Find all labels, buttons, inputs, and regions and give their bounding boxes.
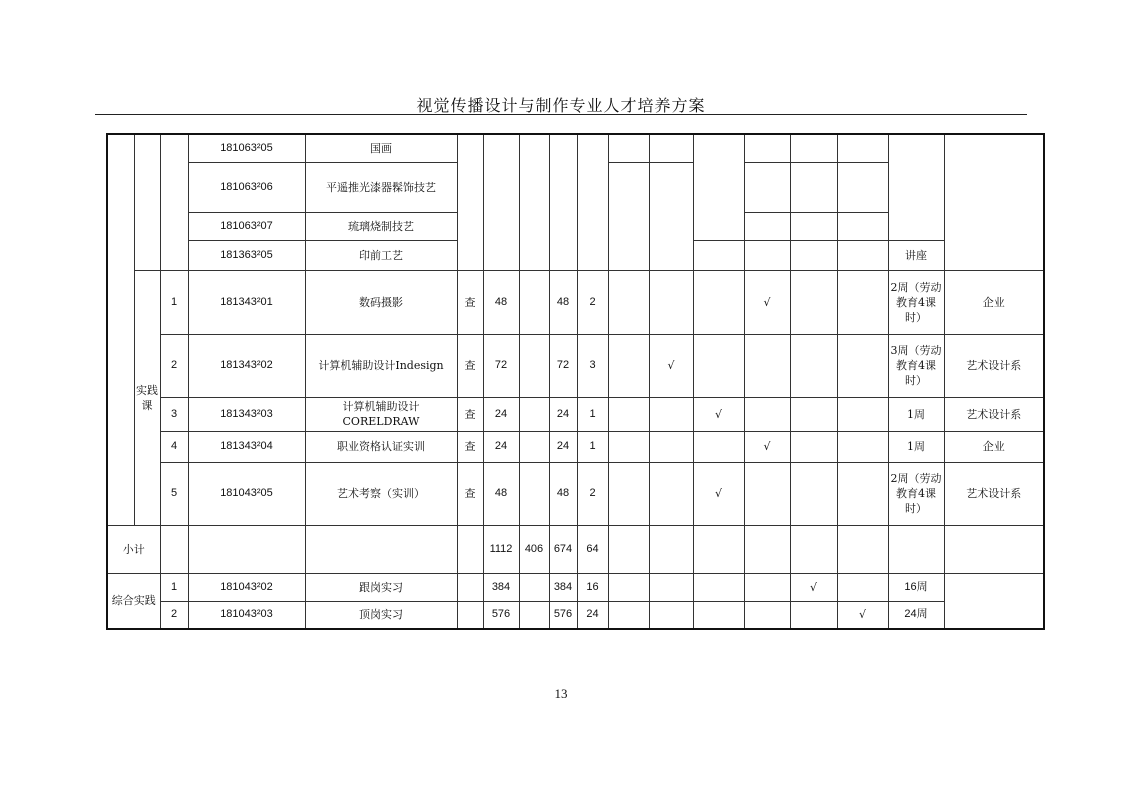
course-code: 181343²04 (188, 431, 305, 462)
department: 企业 (944, 431, 1044, 462)
assess-cell (457, 601, 483, 629)
sem-cell (693, 573, 744, 601)
theory-hours (519, 270, 549, 334)
sem-cell (693, 431, 744, 462)
course-note: 讲座 (888, 240, 944, 270)
credits: 3 (577, 334, 608, 397)
semester-check: √ (790, 573, 837, 601)
category-cell-empty (107, 134, 134, 525)
sem-cell (649, 270, 693, 334)
row-number: 1 (160, 573, 188, 601)
course-name: 计算机辅助设计CORELDRAW (305, 397, 457, 431)
sem-cell (649, 134, 693, 162)
course-name: 计算机辅助设计Indesign (305, 334, 457, 397)
course-code: 181343²01 (188, 270, 305, 334)
course-code: 181363²05 (188, 240, 305, 270)
theory-hours (519, 334, 549, 397)
sem-cell (693, 334, 744, 397)
total-hours: 24 (483, 431, 519, 462)
course-note: 24周 (888, 601, 944, 629)
sem-cell (837, 334, 888, 397)
sem-cell (790, 525, 837, 573)
course-name: 顶岗实习 (305, 601, 457, 629)
assessment-type: 查 (457, 334, 483, 397)
row-number: 2 (160, 601, 188, 629)
credits-empty (577, 134, 608, 270)
course-note: 2周（劳动教育4课时） (888, 270, 944, 334)
credits: 2 (577, 462, 608, 525)
table-row (107, 601, 1044, 629)
sem-cell (790, 601, 837, 629)
credits: 16 (577, 573, 608, 601)
practice-hours: 384 (549, 573, 577, 601)
sem-cell (837, 134, 888, 162)
sem-cell (790, 162, 837, 212)
sem-cell (790, 134, 837, 162)
sem-cell (608, 134, 649, 162)
row-number: 3 (160, 397, 188, 431)
sem-cell (744, 212, 790, 240)
total-hours: 576 (483, 601, 519, 629)
sem-cell (693, 240, 744, 270)
dept-cell-empty (944, 573, 1044, 629)
practice-hours: 24 (549, 431, 577, 462)
course-code: 181063²06 (188, 162, 305, 212)
empty-cell (188, 525, 305, 573)
course-code: 181063²07 (188, 212, 305, 240)
sem-cell (608, 462, 649, 525)
empty-cell (305, 525, 457, 573)
subtotal-label: 小计 (107, 525, 160, 573)
subtotal-credits: 64 (577, 525, 608, 573)
course-note: 1周 (888, 397, 944, 431)
subcategory-cell-empty (134, 134, 160, 270)
sem-cell (608, 162, 649, 270)
sem-cell (790, 431, 837, 462)
sem-cell (837, 240, 888, 270)
sem-cell (649, 462, 693, 525)
sem-cell (837, 212, 888, 240)
sem-cell (744, 601, 790, 629)
semester-check: √ (744, 431, 790, 462)
course-name: 印前工艺 (305, 240, 457, 270)
practice-hours: 48 (549, 270, 577, 334)
course-name: 职业资格认证实训 (305, 431, 457, 462)
course-note: 3周（劳动教育4课时） (888, 334, 944, 397)
sem-cell (744, 134, 790, 162)
dept-cell (944, 525, 1044, 573)
course-code: 181043²02 (188, 573, 305, 601)
course-note: 1周 (888, 431, 944, 462)
sem-cell (608, 334, 649, 397)
sem-cell (649, 573, 693, 601)
course-name: 数码摄影 (305, 270, 457, 334)
theory-hours (519, 397, 549, 431)
theory-hours (519, 573, 549, 601)
row-number: 4 (160, 431, 188, 462)
sem-cell (790, 240, 837, 270)
sem-cell (608, 601, 649, 629)
theory-hours (519, 601, 549, 629)
sem-cell (837, 397, 888, 431)
sem-cell (649, 525, 693, 573)
table-row (107, 270, 1044, 334)
semester-check: √ (693, 462, 744, 525)
semester-check: √ (693, 397, 744, 431)
sem-cell (744, 334, 790, 397)
sem-cell (744, 162, 790, 212)
sem-cell (744, 462, 790, 525)
course-name: 平遥推光漆器髹饰技艺 (305, 162, 457, 212)
sem-cell (837, 270, 888, 334)
total-hours-empty (483, 134, 519, 270)
course-code: 181343²02 (188, 334, 305, 397)
sem-cell (693, 270, 744, 334)
table-row (107, 134, 1044, 162)
comprehensive-category-label: 综合实践 (107, 573, 160, 629)
theory-hours-empty (519, 134, 549, 270)
course-code: 181063²05 (188, 134, 305, 162)
assessment-type: 查 (457, 397, 483, 431)
curriculum-table (106, 133, 1045, 630)
sem-cell (744, 573, 790, 601)
table-row (107, 573, 1044, 601)
sem-cell (790, 270, 837, 334)
credits: 24 (577, 601, 608, 629)
table-row (107, 397, 1044, 431)
semester-check: √ (837, 601, 888, 629)
course-name: 跟岗实习 (305, 573, 457, 601)
assess-cell-empty (457, 134, 483, 270)
sem-cell (693, 134, 744, 240)
assess-cell (457, 573, 483, 601)
sem-cell (649, 397, 693, 431)
department: 艺术设计系 (944, 462, 1044, 525)
subtotal-practice-hours: 674 (549, 525, 577, 573)
dept-cell-empty (944, 134, 1044, 270)
course-name: 琉璃烧制技艺 (305, 212, 457, 240)
subtotal-row (107, 525, 1044, 573)
semester-check: √ (744, 270, 790, 334)
sem-cell (744, 525, 790, 573)
subtotal-theory-hours: 406 (519, 525, 549, 573)
department: 艺术设计系 (944, 334, 1044, 397)
row-number: 1 (160, 270, 188, 334)
theory-hours (519, 462, 549, 525)
note-cell (888, 525, 944, 573)
course-code: 181343²03 (188, 397, 305, 431)
sem-cell (837, 573, 888, 601)
sem-cell (837, 462, 888, 525)
sem-cell (744, 240, 790, 270)
practice-hours-empty (549, 134, 577, 270)
assessment-type: 查 (457, 431, 483, 462)
note-cell-empty (888, 134, 944, 240)
department: 艺术设计系 (944, 397, 1044, 431)
sem-cell (790, 462, 837, 525)
empty-cell (160, 525, 188, 573)
header-rule (95, 114, 1027, 115)
assessment-type: 查 (457, 270, 483, 334)
sem-cell (790, 212, 837, 240)
department: 企业 (944, 270, 1044, 334)
sem-cell (608, 573, 649, 601)
course-name: 艺术考察（实训） (305, 462, 457, 525)
sem-cell (649, 431, 693, 462)
subtotal-total-hours: 1112 (483, 525, 519, 573)
credits: 2 (577, 270, 608, 334)
theory-hours (519, 431, 549, 462)
total-hours: 72 (483, 334, 519, 397)
row-number: 5 (160, 462, 188, 525)
index-cell-empty (160, 134, 188, 270)
sem-cell (837, 431, 888, 462)
assessment-type: 查 (457, 462, 483, 525)
sem-cell (649, 162, 693, 270)
course-code: 181043²05 (188, 462, 305, 525)
sem-cell (837, 162, 888, 212)
empty-cell (457, 525, 483, 573)
practice-hours: 24 (549, 397, 577, 431)
sem-cell (693, 525, 744, 573)
sem-cell (608, 397, 649, 431)
sem-cell (693, 601, 744, 629)
sem-cell (790, 334, 837, 397)
page-number: 13 (554, 686, 568, 701)
sem-cell (649, 601, 693, 629)
table-row (107, 431, 1044, 462)
practice-hours: 576 (549, 601, 577, 629)
credits: 1 (577, 397, 608, 431)
semester-check: √ (649, 334, 693, 397)
sem-cell (744, 397, 790, 431)
practice-category-label: 实践课 (134, 270, 160, 525)
total-hours: 384 (483, 573, 519, 601)
course-note: 16周 (888, 573, 944, 601)
practice-hours: 72 (549, 334, 577, 397)
course-code: 181043²03 (188, 601, 305, 629)
total-hours: 24 (483, 397, 519, 431)
sem-cell (608, 525, 649, 573)
page-header-title: 视觉传播设计与制作专业人才培养方案 (416, 96, 706, 115)
row-number: 2 (160, 334, 188, 397)
practice-hours: 48 (549, 462, 577, 525)
total-hours: 48 (483, 270, 519, 334)
table-row (107, 462, 1044, 525)
sem-cell (790, 397, 837, 431)
sem-cell (608, 431, 649, 462)
table-row (107, 334, 1044, 397)
sem-cell (837, 525, 888, 573)
credits: 1 (577, 431, 608, 462)
course-name: 国画 (305, 134, 457, 162)
sem-cell (608, 270, 649, 334)
course-note: 2周（劳动教育4课时） (888, 462, 944, 525)
total-hours: 48 (483, 462, 519, 525)
